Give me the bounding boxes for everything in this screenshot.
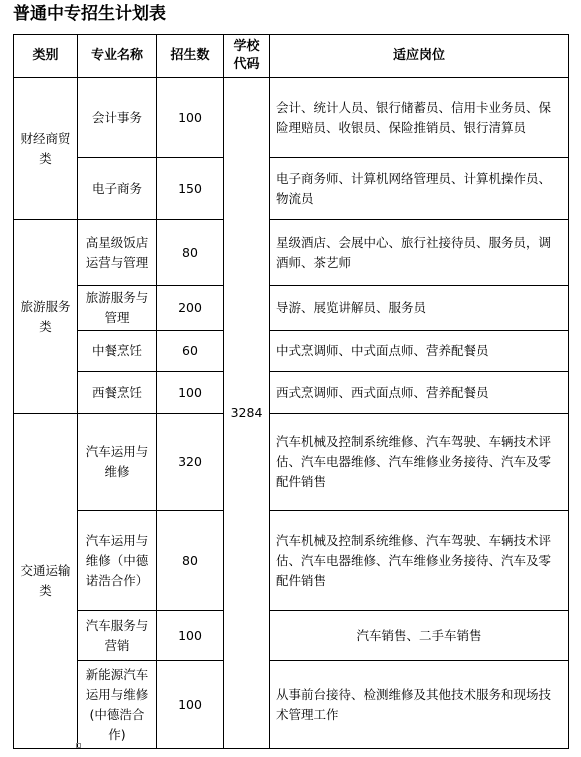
positions-cell: 中式烹调师、中式面点师、营养配餐员 (270, 331, 569, 372)
positions-cell: 汽车销售、二手车销售 (270, 611, 569, 661)
table-row (14, 372, 569, 414)
category-cell: 旅游服务类 (14, 220, 78, 414)
table-row (14, 611, 569, 661)
major-cell: 旅游服务与管理 (78, 286, 157, 331)
table-row (14, 220, 569, 286)
positions-cell: 西式烹调师、西式面点师、营养配餐员 (270, 372, 569, 414)
major-cell: 西餐烹饪 (78, 372, 157, 414)
header-enrollment: 招生数 (157, 35, 224, 78)
positions-cell: 星级酒店、会展中心、旅行社接待员、服务员，调酒师、茶艺师 (270, 220, 569, 286)
header-category: 类别 (14, 35, 78, 78)
major-cell: 电子商务 (78, 158, 157, 220)
positions-cell: 电子商务师、计算机网络管理员、计算机操作员、物流员 (270, 158, 569, 220)
major-cell: 汽车运用与维修（中德诺浩合作） (78, 511, 157, 611)
table-row (14, 78, 569, 158)
table-end-marker (76, 743, 81, 748)
enrollment-cell: 150 (157, 158, 224, 220)
table-row (14, 286, 569, 331)
positions-cell: 汽车机械及控制系统维修、汽车驾驶、车辆技术评估、汽车电器维修、汽车维修业务接待、汽车及零配件销售 (270, 511, 569, 611)
positions-cell: 从事前台接待、检测维修及其他技术服务和现场技术管理工作 (270, 661, 569, 749)
table-row (14, 511, 569, 611)
enrollment-cell: 100 (157, 611, 224, 661)
positions-cell: 导游、展览讲解员、服务员 (270, 286, 569, 331)
major-cell: 高星级饭店运营与管理 (78, 220, 157, 286)
enrollment-cell: 60 (157, 331, 224, 372)
table-header-row (14, 35, 569, 78)
table-row (14, 158, 569, 220)
school-code-cell: 3284 (224, 78, 270, 749)
enrollment-cell: 200 (157, 286, 224, 331)
positions-cell: 汽车机械及控制系统维修、汽车驾驶、车辆技术评估、汽车电器维修、汽车维修业务接待、汽车及零配件销售 (270, 414, 569, 511)
header-positions: 适应岗位 (270, 35, 569, 78)
major-cell: 新能源汽车运用与维修(中德浩合作) (78, 661, 157, 749)
enrollment-plan-table (13, 34, 569, 749)
table-row (14, 414, 569, 511)
enrollment-cell: 320 (157, 414, 224, 511)
enrollment-cell: 80 (157, 511, 224, 611)
major-cell: 汽车服务与营销 (78, 611, 157, 661)
category-cell: 交通运输类 (14, 414, 78, 749)
table-row (14, 331, 569, 372)
major-cell: 中餐烹饪 (78, 331, 157, 372)
page-title: 普通中专招生计划表 (13, 4, 166, 24)
header-major: 专业名称 (78, 35, 157, 78)
positions-cell: 会计、统计人员、银行储蓄员、信用卡业务员、保险理赔员、收银员、保险推销员、银行清算员 (270, 78, 569, 158)
major-cell: 会计事务 (78, 78, 157, 158)
category-cell: 财经商贸类 (14, 78, 78, 220)
enrollment-cell: 100 (157, 78, 224, 158)
table-row (14, 661, 569, 749)
enrollment-cell: 100 (157, 372, 224, 414)
header-school-code: 学校代码 (224, 35, 270, 78)
enrollment-cell: 100 (157, 661, 224, 749)
major-cell: 汽车运用与维修 (78, 414, 157, 511)
enrollment-cell: 80 (157, 220, 224, 286)
